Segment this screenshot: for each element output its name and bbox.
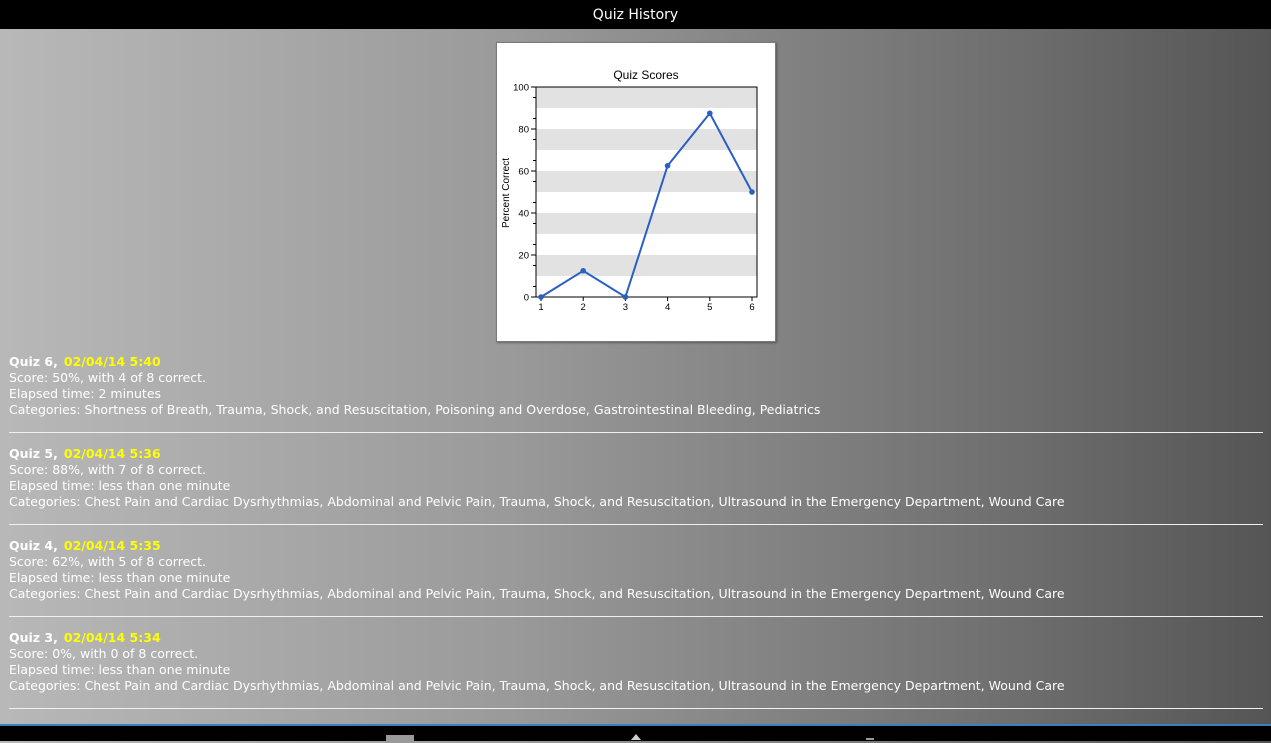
quiz-entry[interactable]	[0, 446, 1271, 538]
y-tick-label: 40	[518, 208, 529, 220]
y-tick-label: 60	[518, 166, 529, 178]
quiz-history-list[interactable]	[0, 354, 1271, 722]
quiz-heading: Quiz 6,	[9, 354, 58, 369]
quiz-date: 02/04/14 5:34	[63, 630, 161, 645]
quiz-categories: Categories: Chest Pain and Cardiac Dysrhythmias, Abdominal and Pelvic Pain, Trauma, Shock, and Resuscitation, Ultrasound in the Emergency Department, Wound Care	[9, 494, 1065, 509]
quiz-entry[interactable]	[0, 630, 1271, 722]
divider	[9, 708, 1263, 709]
chart-ylabel: Percent Correct	[501, 157, 512, 229]
y-tick-label: 80	[518, 124, 529, 136]
quiz-elapsed: Elapsed time: less than one minute	[9, 570, 231, 585]
y-tick-label: 20	[518, 250, 529, 262]
quiz-categories: Categories: Shortness of Breath, Trauma, Shock, and Resuscitation, Poisoning and Overdose, Gastrointestinal Bleeding, Pediatrics	[9, 402, 821, 417]
back-icon[interactable]	[386, 735, 414, 743]
data-point	[623, 294, 629, 300]
home-icon[interactable]	[631, 734, 641, 740]
quiz-scores-chart	[496, 42, 776, 342]
quiz-categories: Categories: Chest Pain and Cardiac Dysrhythmias, Abdominal and Pelvic Pain, Trauma, Shock, and Resuscitation, Ultrasound in the Emergency Department, Wound Care	[9, 678, 1065, 693]
quiz-heading: Quiz 3,	[9, 630, 58, 645]
page-title: Quiz History	[592, 6, 679, 23]
data-point	[665, 163, 671, 169]
y-tick-label: 0	[523, 292, 529, 304]
x-tick-label: 6	[749, 302, 755, 313]
x-tick-label: 1	[538, 302, 544, 313]
data-point	[538, 294, 544, 300]
quiz-heading: Quiz 5,	[9, 446, 58, 461]
quiz-heading: Quiz 4,	[9, 538, 58, 553]
x-tick-label: 5	[707, 302, 713, 313]
x-tick-label: 2	[580, 302, 586, 313]
data-point	[580, 268, 586, 274]
divider	[9, 432, 1263, 433]
chart-svg	[497, 43, 775, 341]
x-tick-label: 3	[622, 302, 629, 313]
chart-title: Quiz Scores	[613, 68, 679, 82]
quiz-date: 02/04/14 5:40	[63, 354, 161, 369]
recent-apps-icon[interactable]	[866, 738, 874, 740]
y-tick-label: 100	[513, 82, 529, 94]
quiz-score: Score: 62%, with 5 of 8 correct.	[9, 554, 207, 569]
divider	[9, 524, 1263, 525]
quiz-score: Score: 88%, with 7 of 8 correct.	[9, 462, 207, 477]
quiz-date: 02/04/14 5:36	[63, 446, 161, 461]
quiz-elapsed: Elapsed time: less than one minute	[9, 478, 231, 493]
quiz-entry[interactable]	[0, 354, 1271, 446]
grid-band	[536, 171, 757, 192]
system-nav-bar	[0, 724, 1271, 741]
data-point	[707, 110, 713, 116]
divider	[9, 616, 1263, 617]
grid-band	[536, 255, 757, 276]
data-point	[749, 189, 755, 195]
grid-band	[536, 87, 757, 108]
quiz-entry[interactable]	[0, 538, 1271, 630]
x-tick-label: 4	[664, 302, 671, 313]
quiz-date: 02/04/14 5:35	[63, 538, 161, 553]
quiz-elapsed: Elapsed time: 2 minutes	[9, 386, 162, 401]
quiz-categories: Categories: Chest Pain and Cardiac Dysrhythmias, Abdominal and Pelvic Pain, Trauma, Shock, and Resuscitation, Ultrasound in the Emergency Department, Wound Care	[9, 586, 1065, 601]
quiz-score: Score: 0%, with 0 of 8 correct.	[9, 646, 199, 661]
quiz-elapsed: Elapsed time: less than one minute	[9, 662, 231, 677]
title-bar	[0, 0, 1271, 29]
quiz-score: Score: 50%, with 4 of 8 correct.	[9, 370, 207, 385]
